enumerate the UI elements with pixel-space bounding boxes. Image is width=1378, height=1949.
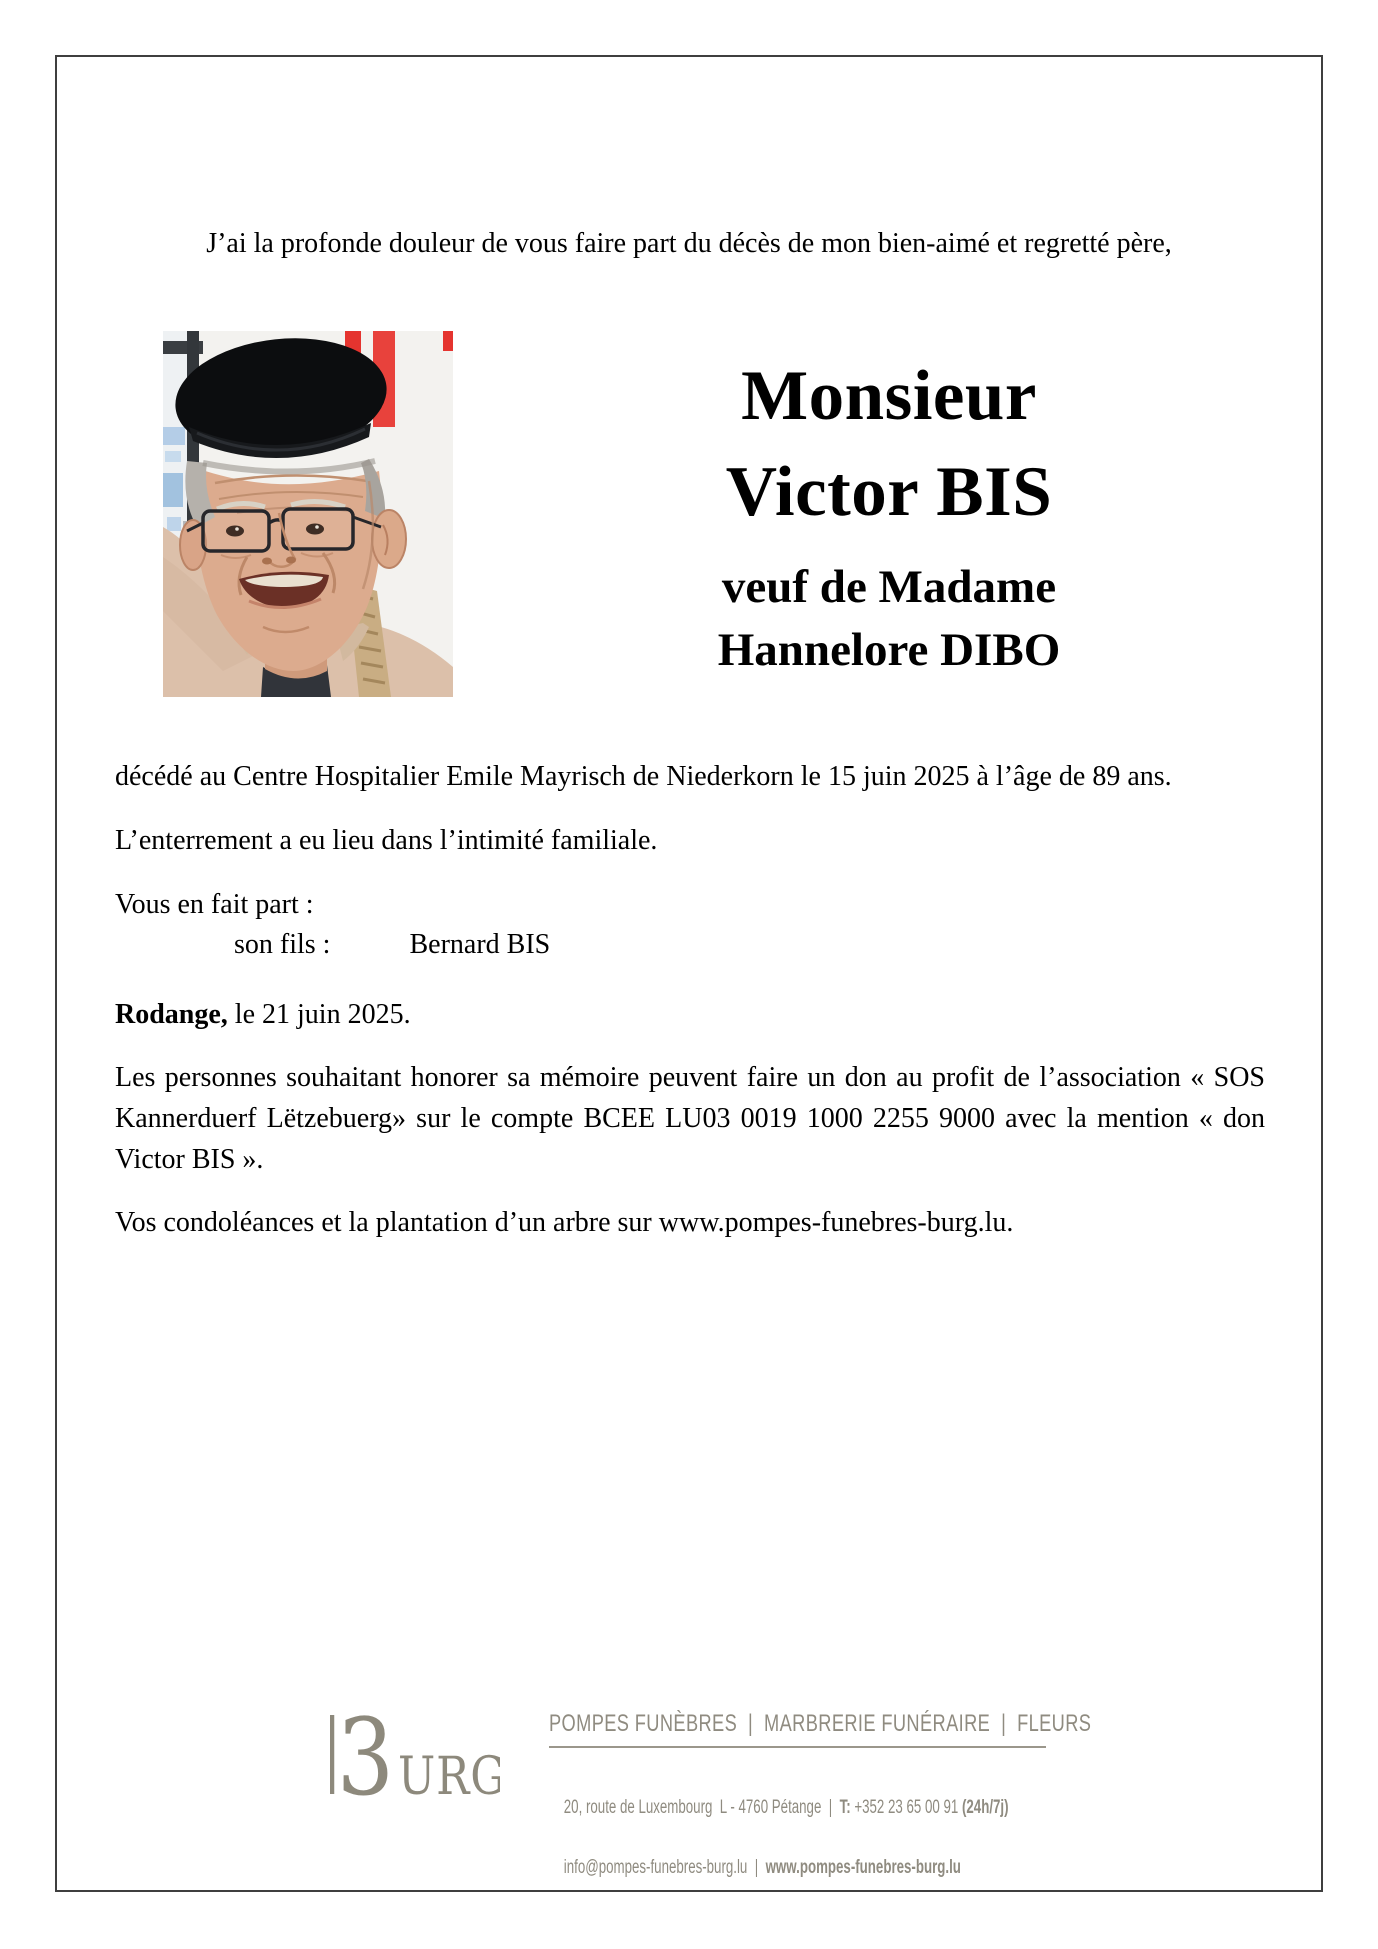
deceased-title-block — [509, 348, 1269, 682]
funeral-home-info — [549, 1710, 1092, 1913]
website-text: www.pompes-funebres-burg.lu — [765, 1857, 961, 1878]
phone-number: +352 23 65 00 91 — [850, 1797, 962, 1818]
logo-b-stem — [330, 1715, 334, 1794]
burg-logo — [330, 1706, 500, 1811]
death-notice: décédé au Centre Hospitalier Emile Mayrisch de Niederkorn le 15 juin 2025 à l’âge de 89 ans. — [115, 761, 1172, 792]
burial-notice: L’enterrement a eu lieu dans l’intimité familiale. — [115, 825, 658, 857]
condolences-notice: Vos condoléances et la plantation d’un arbre sur www.pompes-funebres-burg.lu. — [115, 1206, 1014, 1238]
intro-sentence: J’ai la profonde douleur de vous faire part du décès de mon bien-aimé et regretté père, — [206, 228, 1172, 259]
announcement-body — [115, 756, 1265, 1266]
place-and-date — [115, 994, 1265, 1035]
date-text: le 21 juin 2025. — [227, 999, 411, 1031]
email-text: info@pompes-funebres-burg.lu — [563, 1857, 748, 1878]
family-announcement — [115, 885, 1265, 966]
portrait-photo — [163, 331, 453, 697]
footer-address-block — [549, 1763, 1009, 1913]
announcement-intro: Vous en fait part : — [115, 888, 314, 920]
portrait-illustration — [163, 331, 453, 697]
burg-logo-graphic — [330, 1706, 500, 1806]
footer-divider — [549, 1746, 1046, 1748]
phone-label: T: — [839, 1797, 851, 1818]
widower-line-2: Hannelore DIBO — [717, 624, 1061, 676]
address-separator: | — [747, 1857, 766, 1878]
donation-notice: Les personnes souhaitant honorer sa mémoire peuvent faire un don au profit de l’association « SOS Kannerduerf Lëtzebuerg» sur le compte BCEE LU03 0019 1000 2255 9000 avec la mention « don Victor BIS ». — [115, 1061, 1265, 1176]
logo-initial-glyph: 3 — [336, 1706, 395, 1806]
deceased-salutation: Monsieur — [741, 357, 1037, 435]
logo-rest-text: URG — [398, 1746, 500, 1806]
relation-name: Bernard BIS — [409, 929, 551, 961]
services-line: POMPES FUNÈBRES | MARBRERIE FUNÉRAIRE | FLEURS — [549, 1710, 1092, 1737]
phone-hours: (24h/7j) — [961, 1797, 1009, 1818]
place-name: Rodange, — [115, 999, 228, 1031]
widower-line-1: veuf de Madame — [721, 561, 1057, 613]
street-city: 20, route de Luxembourg L - 4760 Pétange | — [563, 1797, 840, 1818]
deceased-name: Victor BIS — [725, 453, 1053, 531]
relation-label: son fils : — [234, 929, 331, 961]
